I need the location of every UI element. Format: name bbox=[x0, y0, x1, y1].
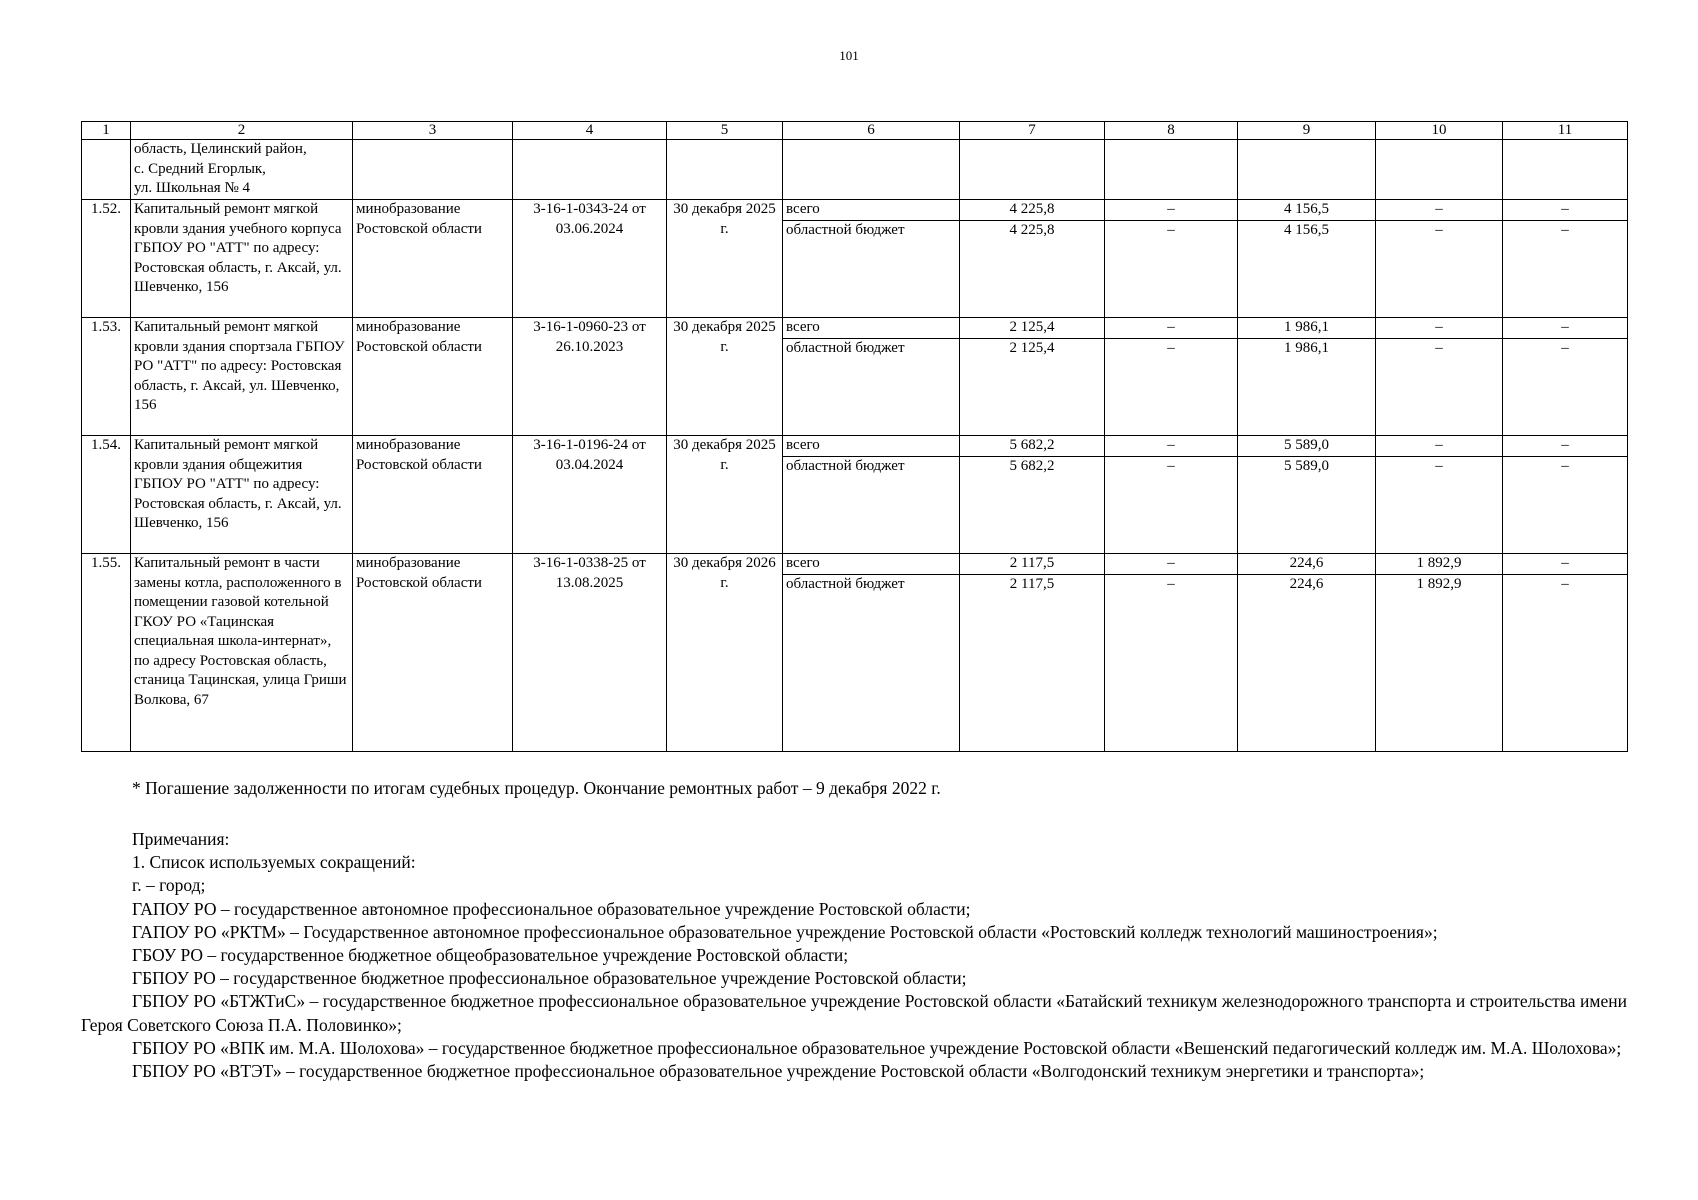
amount-col-7: 5 682,2 bbox=[960, 436, 1104, 457]
amount-col-9-cell bbox=[1238, 436, 1376, 554]
amount-col-10-cell bbox=[1376, 436, 1503, 554]
deadline: 30 декабря 2025 г. bbox=[667, 436, 783, 554]
row-number: 1.53. bbox=[82, 318, 131, 436]
amount-col-10: – bbox=[1376, 200, 1502, 221]
row-number: 1.52. bbox=[82, 200, 131, 318]
column-header: 9 bbox=[1238, 122, 1376, 140]
amount-col-8: – bbox=[1105, 200, 1237, 221]
page-number: 101 bbox=[839, 48, 859, 63]
funding-source-cell bbox=[783, 318, 960, 436]
row-number: 1.55. bbox=[82, 554, 131, 752]
notes-line: ГБПОУ РО «БТЖТиС» – государственное бюджетное профессиональное образовательное учреждение Ростовской области «Батайский техникум железнодорожного транспорта и строительства имени Героя Советского Союза П.А. Половинко»; bbox=[81, 991, 1627, 1035]
amount-col-11: – bbox=[1503, 318, 1627, 339]
table-row bbox=[82, 318, 1628, 436]
amount-col-8-cell bbox=[1105, 554, 1238, 752]
notes-line: ГБОУ РО – государственное бюджетное общеобразовательное учреждение Ростовской области; bbox=[132, 945, 849, 966]
amount-col-8: – bbox=[1105, 318, 1237, 339]
customer: минобразование Ростовской области bbox=[353, 200, 513, 318]
objects-table bbox=[81, 121, 1628, 752]
amount-col-8-cell bbox=[1105, 436, 1238, 554]
amount-col-9-cell bbox=[1238, 318, 1376, 436]
amount-col-9: 224,6 bbox=[1238, 554, 1375, 575]
amount-col-8-cell bbox=[1105, 318, 1238, 436]
amount-col-10-cell bbox=[1376, 554, 1503, 752]
amount-col-9: 5 589,0 bbox=[1284, 457, 1329, 474]
funding-source: всего bbox=[783, 200, 959, 221]
amount-col-10: 1 892,9 bbox=[1416, 575, 1462, 592]
notes-line: ГБПОУ РО «ВПК им. М.А. Шолохова» – государственное бюджетное профессиональное образовательное учреждение Ростовской области «Вешенский педагогический колледж им. М.А. Шолохова»; bbox=[132, 1037, 1622, 1058]
table-header-row bbox=[82, 122, 1628, 140]
amount-col-11: – bbox=[1503, 200, 1627, 221]
column-header: 11 bbox=[1503, 122, 1628, 140]
deadline: 30 декабря 2025 г. bbox=[667, 318, 783, 436]
column-header: 1 bbox=[82, 122, 131, 140]
amount-col-10: – bbox=[1376, 318, 1502, 339]
funding-source: областной бюджет bbox=[786, 575, 905, 592]
funding-source: всего bbox=[783, 318, 959, 339]
customer: минобразование Ростовской области bbox=[353, 554, 513, 752]
amount-col-8-cell bbox=[1105, 200, 1238, 318]
amount-col-11-cell bbox=[1503, 318, 1628, 436]
amount-col-9: 4 156,5 bbox=[1238, 200, 1375, 221]
notes-line: Примечания: bbox=[132, 829, 230, 849]
amount-col-9: 4 156,5 bbox=[1284, 221, 1329, 238]
column-header: 6 bbox=[783, 122, 960, 140]
object-name: Капитальный ремонт в части замены котла, расположенного в помещении газовой котельной ГКОУ РО «Тацинская специальная школа-интернат», по адресу Ростовская область, станица Тацинская, улица Гриши Волкова, 67 bbox=[131, 554, 353, 752]
customer: минобразование Ростовской области bbox=[353, 436, 513, 554]
notes-line: 1. Список используемых сокращений: bbox=[132, 852, 416, 873]
amount-col-7: 4 225,8 bbox=[960, 200, 1104, 221]
deadline: 30 декабря 2025 г. bbox=[667, 200, 783, 318]
amount-col-11-cell bbox=[1503, 554, 1628, 752]
amount-col-9: 224,6 bbox=[1289, 575, 1324, 592]
notes-line: ГБПОУ РО «ВТЭТ» – государственное бюджетное профессиональное образовательное учреждение Ростовской области «Волгодонский техникум энергетики и транспорта»; bbox=[132, 1061, 1425, 1082]
object-name-continuation: область, Целинский район, с. Средний Егорлык, ул. Школьная № 4 bbox=[131, 140, 353, 200]
amount-col-9-cell bbox=[1238, 554, 1376, 752]
amount-col-8: – bbox=[1167, 221, 1175, 238]
amount-col-7: 5 682,2 bbox=[1009, 457, 1055, 474]
notes-section bbox=[81, 828, 1627, 1083]
funding-source: областной бюджет bbox=[786, 221, 905, 238]
amount-col-8: – bbox=[1105, 554, 1237, 575]
funding-source: всего bbox=[783, 554, 959, 575]
amount-col-11: – bbox=[1561, 575, 1569, 592]
amount-col-10: – bbox=[1376, 436, 1502, 457]
object-name: Капитальный ремонт мягкой кровли здания спортзала ГБПОУ РО "АТТ" по адресу: Ростовская область, г. Аксай, ул. Шевченко, 156 bbox=[131, 318, 353, 436]
document-ref: 3-16-1-0196-24 от 03.04.2024 bbox=[513, 436, 667, 554]
amount-col-11-cell bbox=[1503, 436, 1628, 554]
notes-line: ГАПОУ РО – государственное автономное профессиональное образовательное учреждение Ростовской области; bbox=[132, 898, 971, 919]
table-row-continuation bbox=[82, 140, 1628, 200]
amount-col-7-cell bbox=[960, 200, 1105, 318]
amount-col-10-cell bbox=[1376, 200, 1503, 318]
amount-col-10: – bbox=[1435, 221, 1443, 238]
document-ref: 3-16-1-0338-25 от 13.08.2025 bbox=[513, 554, 667, 752]
amount-col-10: – bbox=[1435, 457, 1443, 474]
amount-col-7: 2 117,5 bbox=[960, 554, 1104, 575]
amount-col-8: – bbox=[1167, 575, 1175, 592]
amount-col-7-cell bbox=[960, 554, 1105, 752]
notes-line: г. – город; bbox=[132, 875, 206, 896]
funding-source: областной бюджет bbox=[786, 339, 905, 356]
row-number: 1.54. bbox=[82, 436, 131, 554]
amount-col-7-cell bbox=[960, 436, 1105, 554]
amount-col-11: – bbox=[1561, 221, 1569, 238]
deadline: 30 декабря 2026 г. bbox=[667, 554, 783, 752]
funding-source-cell bbox=[783, 554, 960, 752]
object-name: Капитальный ремонт мягкой кровли здания общежития ГБПОУ РО "АТТ" по адресу: Ростовская область, г. Аксай, ул. Шевченко, 156 bbox=[131, 436, 353, 554]
amount-col-9: 1 986,1 bbox=[1238, 318, 1375, 339]
customer: минобразование Ростовской области bbox=[353, 318, 513, 436]
amount-col-8: – bbox=[1105, 436, 1237, 457]
document-ref: 3-16-1-0960-23 от 26.10.2023 bbox=[513, 318, 667, 436]
column-header: 5 bbox=[667, 122, 783, 140]
footnote: * Погашение задолженности по итогам судебных процедур. Окончание ремонтных работ – 9 декабря 2022 г. bbox=[132, 778, 941, 798]
table-row bbox=[82, 554, 1628, 752]
notes-line: ГБПОУ РО – государственное бюджетное профессиональное образовательное учреждение Ростовской области; bbox=[132, 968, 967, 989]
column-header: 3 bbox=[353, 122, 513, 140]
amount-col-7: 4 225,8 bbox=[1009, 221, 1055, 238]
funding-source-cell bbox=[783, 200, 960, 318]
column-header: 7 bbox=[960, 122, 1105, 140]
column-header: 2 bbox=[131, 122, 353, 140]
funding-source: областной бюджет bbox=[786, 457, 905, 474]
amount-col-11: – bbox=[1561, 457, 1569, 474]
funding-source: всего bbox=[783, 436, 959, 457]
funding-source-cell bbox=[783, 436, 960, 554]
table-row bbox=[82, 200, 1628, 318]
amount-col-9: 1 986,1 bbox=[1284, 339, 1329, 356]
amount-col-10: – bbox=[1435, 339, 1443, 356]
amount-col-7: 2 125,4 bbox=[1009, 339, 1055, 356]
column-header: 10 bbox=[1376, 122, 1503, 140]
amount-col-11: – bbox=[1503, 554, 1627, 575]
amount-col-7: 2 117,5 bbox=[1009, 575, 1055, 592]
amount-col-9-cell bbox=[1238, 200, 1376, 318]
document-ref: 3-16-1-0343-24 от 03.06.2024 bbox=[513, 200, 667, 318]
amount-col-11: – bbox=[1503, 436, 1627, 457]
amount-col-8: – bbox=[1167, 339, 1175, 356]
amount-col-10-cell bbox=[1376, 318, 1503, 436]
amount-col-7: 2 125,4 bbox=[960, 318, 1104, 339]
amount-col-10: 1 892,9 bbox=[1376, 554, 1502, 575]
amount-col-11-cell bbox=[1503, 200, 1628, 318]
notes-line: ГАПОУ РО «РКТМ» – Государственное автономное профессиональное образовательное учреждение Ростовской области «Ростовский колледж технологий машиностроения»; bbox=[132, 921, 1438, 942]
amount-col-11: – bbox=[1561, 339, 1569, 356]
amount-col-9: 5 589,0 bbox=[1238, 436, 1375, 457]
amount-col-7-cell bbox=[960, 318, 1105, 436]
amount-col-8: – bbox=[1167, 457, 1175, 474]
column-header: 8 bbox=[1105, 122, 1238, 140]
object-name: Капитальный ремонт мягкой кровли здания учебного корпуса ГБПОУ РО "АТТ" по адресу: Ростовская область, г. Аксай, ул. Шевченко, 156 bbox=[131, 200, 353, 318]
table-row bbox=[82, 436, 1628, 554]
column-header: 4 bbox=[513, 122, 667, 140]
